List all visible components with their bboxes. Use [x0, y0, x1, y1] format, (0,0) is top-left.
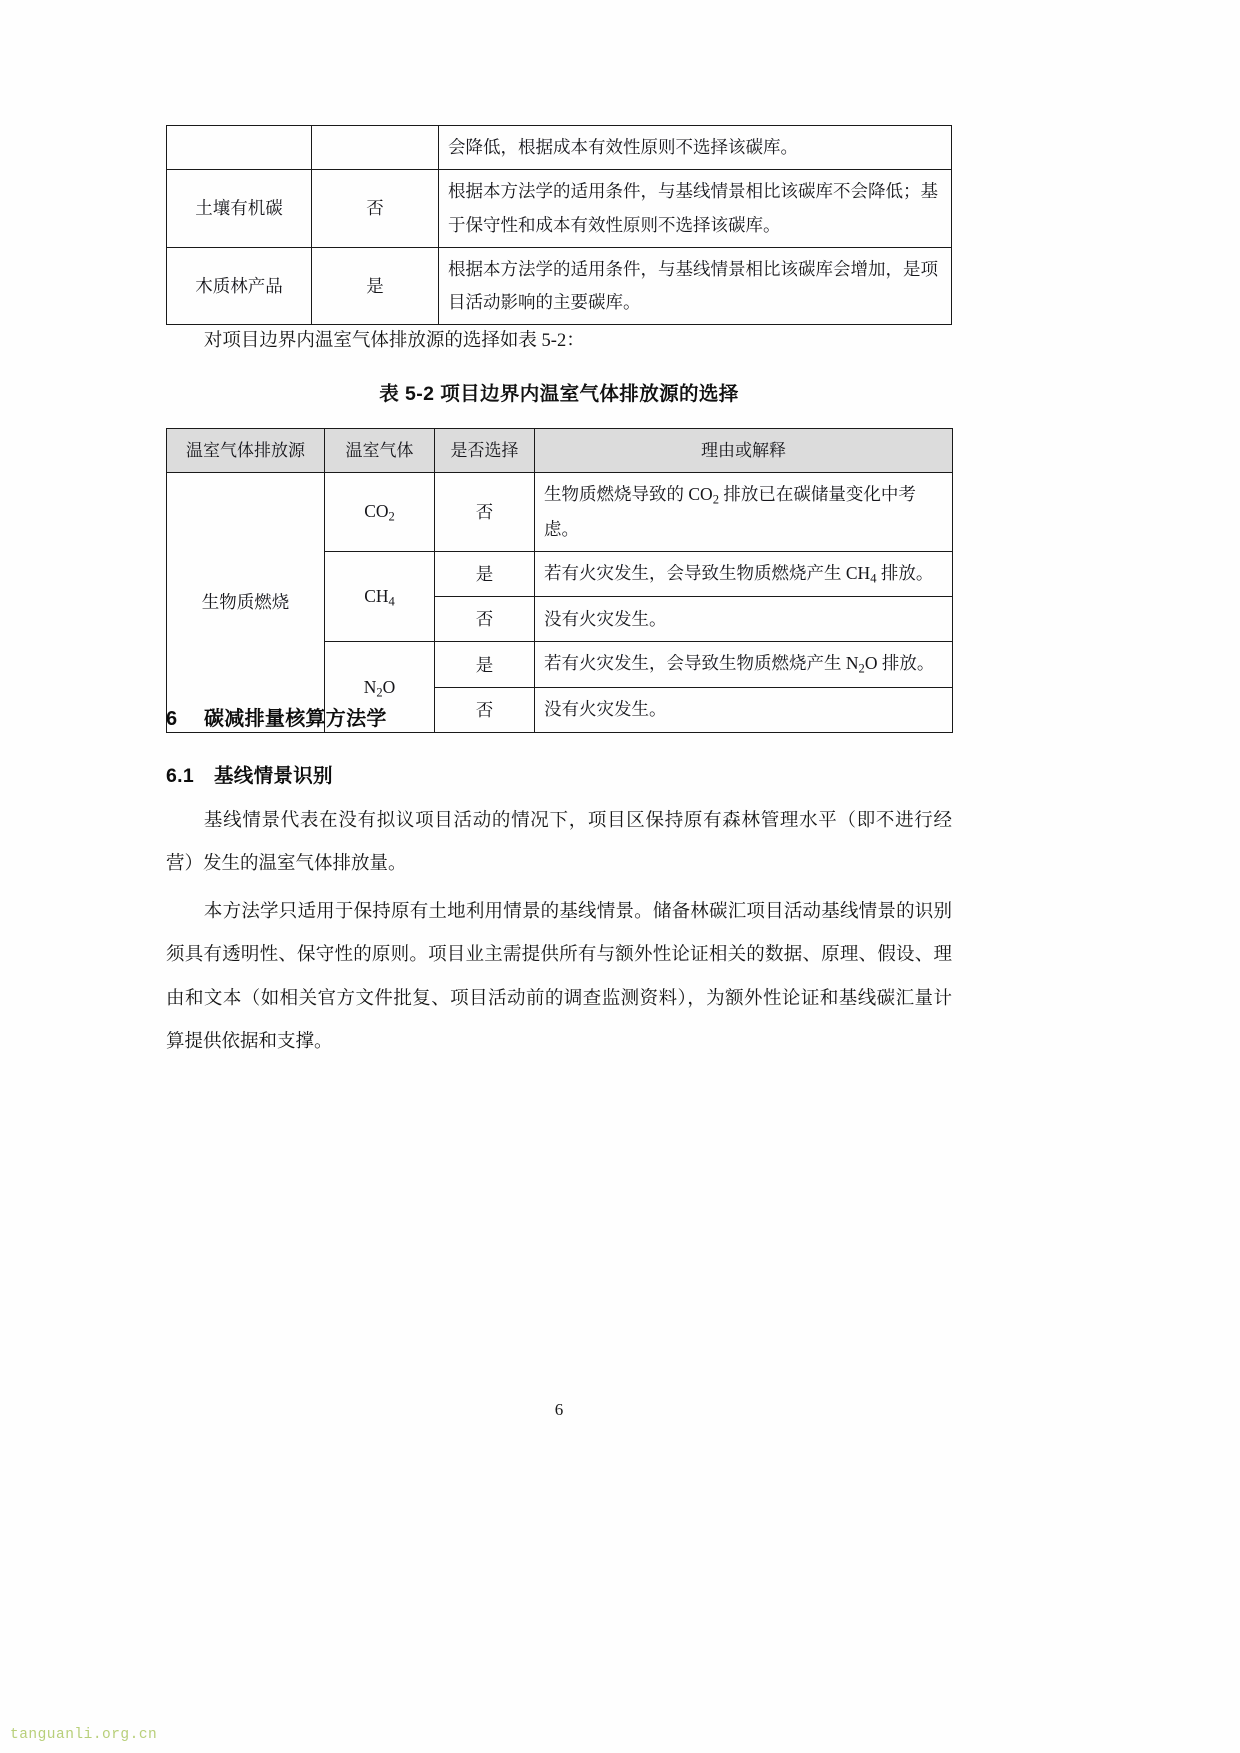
- pool-reason-cell: 根据本方法学的适用条件，与基线情景相比该碳库会增加，是项目活动影响的主要碳库。: [439, 247, 952, 325]
- table-ghg-sources-wrapper: [166, 428, 953, 733]
- header-reason: 理由或解释: [535, 429, 953, 473]
- paragraph-baseline-definition: 基线情景代表在没有拟议项目活动的情况下，项目区保持原有森林管理水平（即不进行经营）发生的温室气体排放量。: [166, 811, 952, 875]
- pool-name-cell: 木质林产品: [167, 247, 312, 325]
- table-row: [167, 473, 953, 552]
- table-row: [167, 247, 952, 325]
- gas-formula-text-post: O: [382, 676, 396, 697]
- reason-text-post: 排放已在碳储量变化中考虑。: [544, 484, 916, 539]
- table-row: [167, 126, 952, 170]
- gas-formula-text: CH: [364, 586, 389, 607]
- selected-cell: 否: [435, 473, 535, 552]
- pool-selected-cell: [312, 126, 439, 170]
- pool-selected-cell: 否: [312, 170, 439, 248]
- section-number: 6: [166, 708, 178, 730]
- table-caption-5-2: 表 5-2 项目边界内温室气体排放源的选择: [379, 383, 739, 405]
- selected-cell: 是: [435, 642, 535, 687]
- reason-subscript: 4: [870, 571, 877, 586]
- pool-name-cell: [167, 126, 312, 170]
- header-source: 温室气体排放源: [167, 429, 325, 473]
- table-row: [167, 170, 952, 248]
- reason-cell: [535, 642, 953, 687]
- page-number: 6: [554, 1400, 564, 1419]
- gas-formula-subscript: 2: [376, 685, 383, 700]
- paragraph-baseline-applicability: 本方法学只适用于保持原有土地利用情景的基线情景。储备林碳汇项目活动基线情景的识别须具有透明性、保守性的原则。项目业主需提供所有与额外性论证相关的数据、原理、假设、理由和文本（如相关官方文件批复、项目活动前的调查监测资料），为额外性论证和基线碳汇量计算提供依据和支撑。: [166, 901, 952, 1053]
- gas-name-cell-ch4: [325, 551, 435, 642]
- table-header-row: [167, 429, 953, 473]
- reason-cell: [535, 551, 953, 596]
- pool-name-cell: 土壤有机碳: [167, 170, 312, 248]
- reason-text-post: 排放。: [876, 562, 934, 583]
- reason-text-pre: 生物质燃烧导致的 CO: [544, 484, 713, 505]
- reason-subscript: 2: [712, 492, 719, 507]
- header-selected: 是否选择: [435, 429, 535, 473]
- gas-formula-text: N: [363, 676, 377, 697]
- subsection-title: 基线情景识别: [214, 765, 333, 787]
- selected-cell: 是: [435, 551, 535, 596]
- reason-text-post: O 排放。: [864, 653, 935, 674]
- reason-text-pre: 若有火灾发生，会导致生物质燃烧产生 N: [544, 653, 859, 674]
- lead-paragraph-block: [166, 320, 952, 363]
- pool-selected-cell: 是: [312, 247, 439, 325]
- subsection-number: 6.1: [166, 765, 195, 787]
- emission-source-cell: 生物质燃烧: [167, 473, 325, 733]
- body-paragraphs: [166, 800, 952, 1065]
- selected-cell: 否: [435, 597, 535, 642]
- gas-formula-subscript: 2: [388, 509, 395, 524]
- reason-subscript: 2: [858, 661, 865, 676]
- reason-cell: 没有火灾发生。: [535, 687, 953, 732]
- lead-paragraph: 对项目边界内温室气体排放源的选择如表 5-2：: [203, 331, 585, 351]
- site-watermark: tanguanli.org.cn: [10, 1727, 158, 1743]
- pool-reason-cell: 根据本方法学的适用条件，与基线情景相比该碳库不会降低；基于保守性和成本有效性原则不选择该碳库。: [439, 170, 952, 248]
- reason-text-pre: 若有火灾发生，会导致生物质燃烧产生 CH: [544, 562, 871, 583]
- reason-cell: 没有火灾发生。: [535, 597, 953, 642]
- selected-cell: 否: [435, 687, 535, 732]
- section-heading-6: [166, 702, 387, 731]
- section-heading-6-1: [166, 760, 333, 788]
- table-carbon-pools: [166, 125, 952, 325]
- header-gas: 温室气体: [325, 429, 435, 473]
- pool-reason-cell: 会降低，根据成本有效性原则不选择该碳库。: [439, 126, 952, 170]
- reason-cell: [535, 473, 953, 552]
- gas-formula-subscript: 4: [388, 594, 395, 609]
- gas-name-cell-co2: [325, 473, 435, 552]
- table-ghg-sources: [166, 428, 953, 733]
- gas-formula-text: CO: [364, 501, 389, 522]
- section-title: 碳减排量核算方法学: [204, 708, 387, 730]
